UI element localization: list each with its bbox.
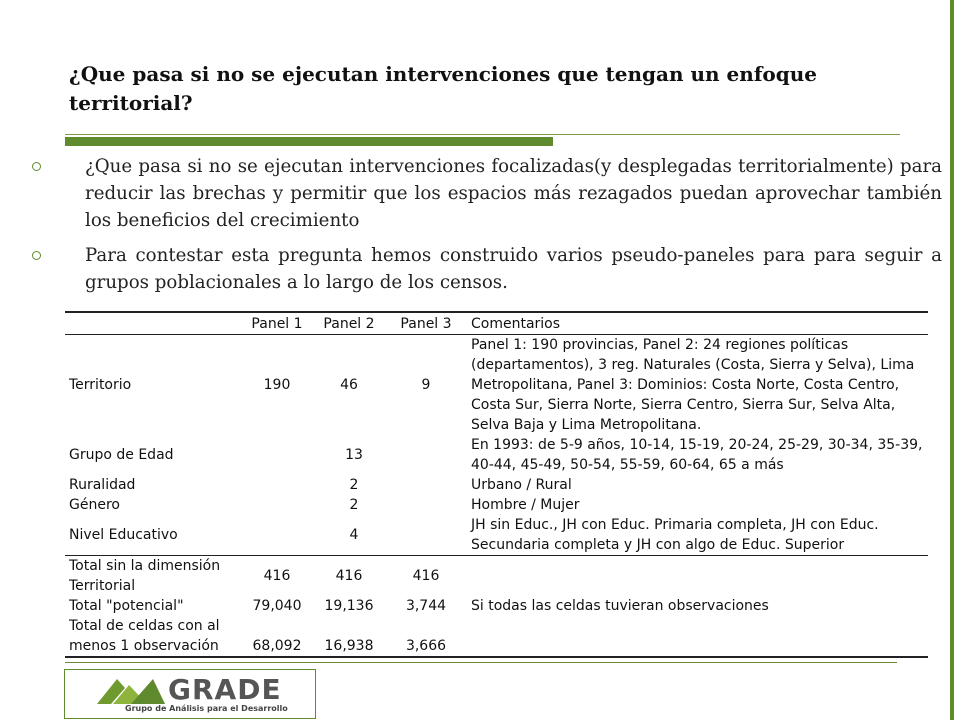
title-divider-thick	[65, 137, 553, 146]
shared-value: 13	[345, 447, 363, 463]
row-comment: En 1993: de 5-9 años, 10-14, 15-19, 20-24, 25-29, 30-34, 35-39, 40-44, 45-49, 50-54, 55-59, 60-64, 65 a más	[471, 437, 923, 473]
shared-value: 4	[349, 527, 359, 543]
bullet-list	[32, 153, 942, 304]
panel-2-value: 46	[340, 377, 358, 393]
header-comments: Comentarios	[467, 312, 928, 335]
panel-2-value: 19,136	[324, 598, 374, 614]
row-comment: Panel 1: 190 provincias, Panel 2: 24 regiones políticas (departamentos), 3 reg. Naturales (Costa, Sierra y Selva), Lima Metropolitana, Panel 3: Dominios: Costa Norte, Costa Centro, Costa Sur, Sierra Norte, Sierra Centro, Sierra Sur, Selva Alta, Selva Baja y Lima Metropolitana.	[471, 337, 915, 433]
header-panel-3: Panel 3	[385, 312, 467, 335]
logo-subtitle: Grupo de Análisis para el Desarrollo	[125, 704, 288, 713]
table-header-row	[65, 312, 928, 335]
panel-3-value: 3,666	[385, 616, 467, 657]
panel-1-value: 68,092	[241, 616, 313, 657]
logo-wordmark: GRADE	[168, 673, 282, 706]
table-row	[65, 616, 928, 657]
grade-mountain-icon	[95, 676, 167, 706]
panel-table	[65, 311, 928, 658]
bullet-text: Para contestar esta pregunta hemos construido varios pseudo-paneles para para seguir a grupos poblacionales a lo largo de los censos.	[85, 245, 942, 293]
panel-1-value: 416	[241, 556, 313, 597]
row-comment: Si todas las celdas tuvieran observaciones	[471, 598, 769, 614]
row-label: Ruralidad	[69, 477, 136, 493]
table-row	[65, 596, 928, 616]
panel-1-value: 79,040	[252, 598, 302, 614]
bullet-circle-icon	[32, 162, 41, 171]
header-panel-2: Panel 2	[313, 312, 385, 335]
bullet-circle-icon	[32, 251, 41, 260]
table-row	[65, 435, 928, 475]
table-row	[65, 495, 928, 515]
bullet-item	[32, 242, 942, 296]
bullet-text: ¿Que pasa si no se ejecutan intervenciones focalizadas(y desplegadas territorialmente) para reducir las brechas y permitir que los espacios más rezagados puedan aprovechar también los beneficios del crecimiento	[85, 156, 942, 231]
panel-table-container	[65, 311, 928, 658]
panel-3-value: 416	[385, 556, 467, 597]
grade-logo	[64, 669, 316, 719]
row-comment: Hombre / Mujer	[471, 497, 580, 513]
row-comment: JH sin Educ., JH con Educ. Primaria completa, JH con Educ. Secundaria completa y JH con algo de Educ. Superior	[471, 517, 879, 553]
row-comment	[467, 556, 928, 597]
header-panel-1: Panel 1	[241, 312, 313, 335]
panel-3-value: 3,744	[405, 598, 447, 614]
table-row	[65, 515, 928, 556]
panel-2-value: 16,938	[313, 616, 385, 657]
panel-2-value: 416	[313, 556, 385, 597]
table-row	[65, 556, 928, 597]
row-label: Grupo de Edad	[69, 447, 174, 463]
shared-value: 2	[349, 477, 359, 493]
table-row	[65, 475, 928, 495]
title-divider-thin	[65, 134, 900, 135]
panel-1-value: 190	[263, 377, 291, 393]
row-comment	[467, 616, 928, 657]
slide-title: ¿Que pasa si no se ejecutan intervenciones que tengan un enfoque territorial?	[69, 62, 818, 115]
shared-value: 2	[349, 497, 359, 513]
row-label: Total de celdas con al menos 1 observación	[65, 616, 241, 657]
row-label: Género	[69, 497, 120, 513]
row-comment: Urbano / Rural	[471, 477, 572, 493]
row-label: Total sin la dimensión Territorial	[65, 556, 241, 597]
bullet-item	[32, 153, 942, 234]
table-row	[65, 335, 928, 436]
slide-right-border	[950, 0, 954, 720]
header-dimension	[65, 312, 241, 335]
panel-3-value: 9	[421, 377, 431, 393]
row-label: Territorio	[69, 377, 132, 393]
row-label: Total "potencial"	[69, 598, 184, 614]
row-label: Nivel Educativo	[69, 527, 178, 543]
footer-divider	[65, 662, 897, 663]
